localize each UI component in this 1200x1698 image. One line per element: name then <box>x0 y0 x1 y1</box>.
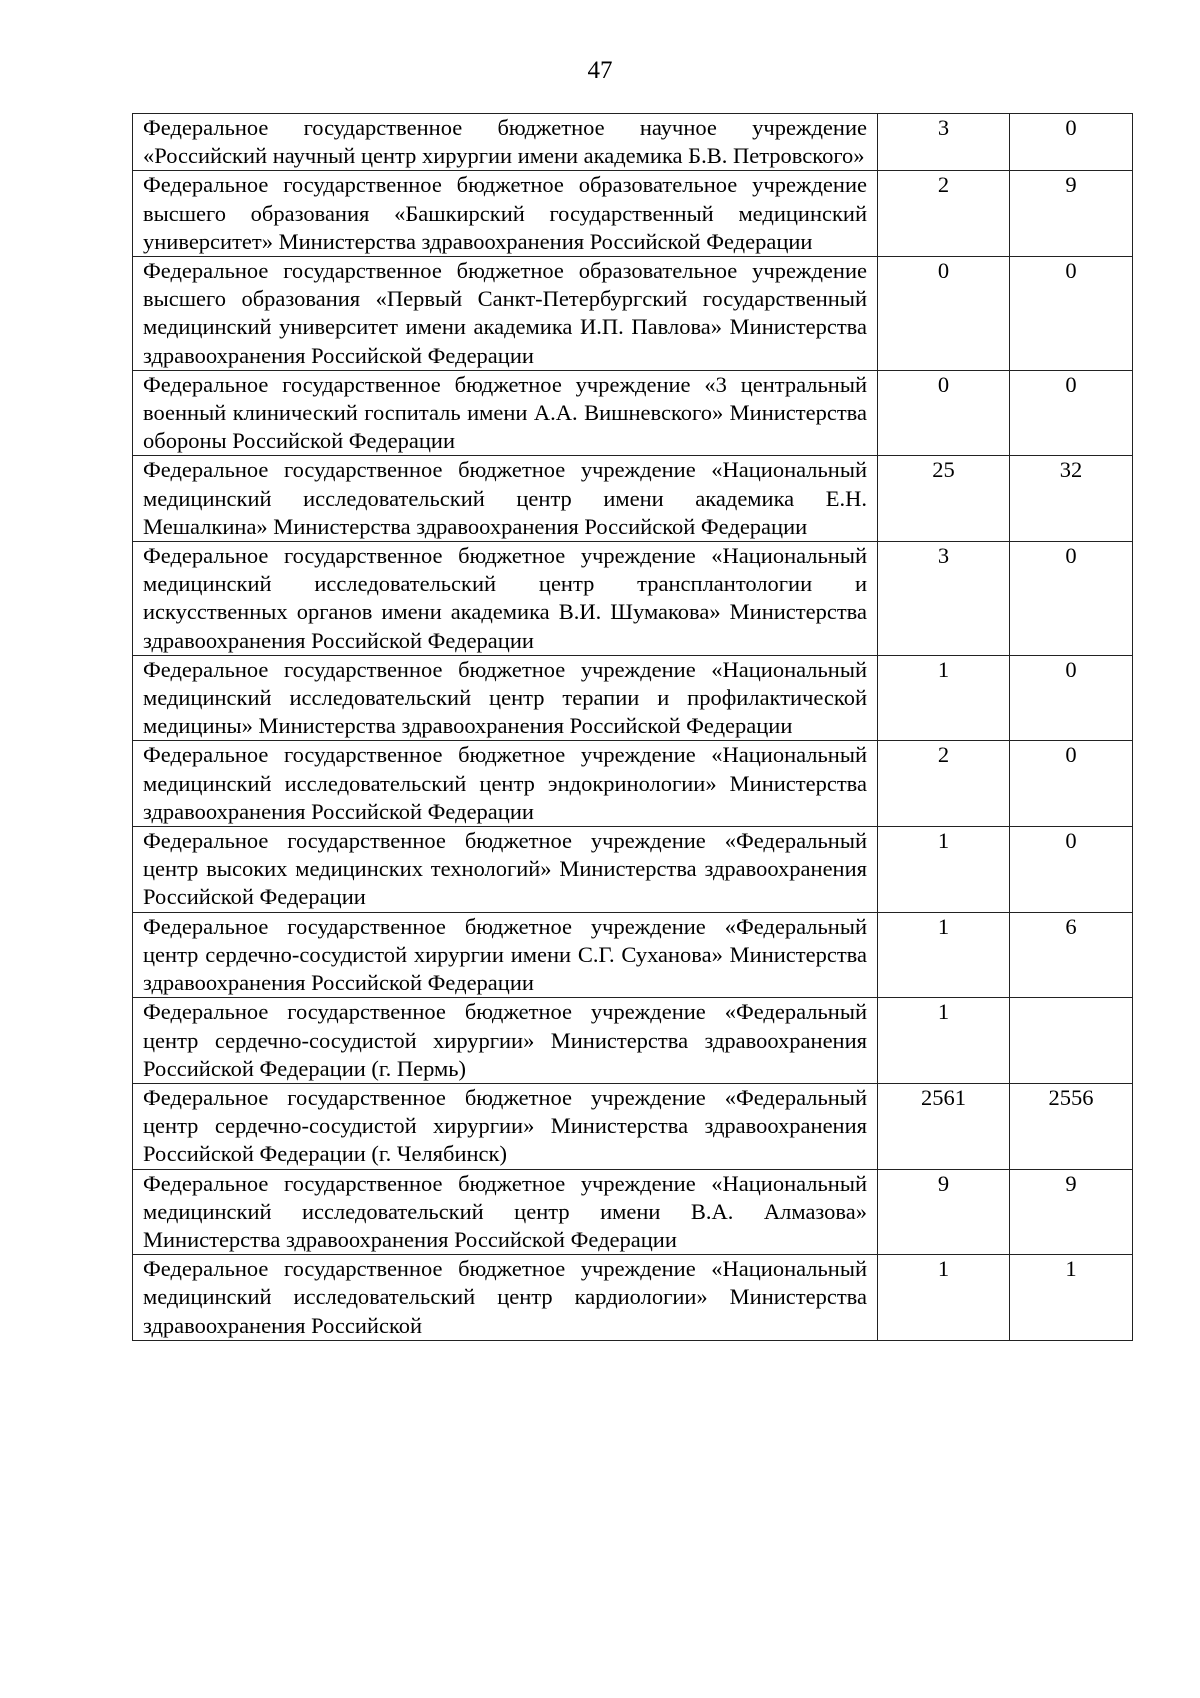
institution-name-cell: Федеральное государственное бюджетное учреждение «Национальный медицинский исследовательский центр трансплантологии и искусственных органов имени академика В.И. Шумакова» Министерства здравоохранения Российской Федерации <box>133 542 878 656</box>
value-cell-col2: 1 <box>878 655 1010 741</box>
value-cell-col3: 0 <box>1010 542 1133 656</box>
table-row <box>133 827 1133 913</box>
value-cell-col2: 3 <box>878 542 1010 656</box>
institution-name-cell: Федеральное государственное бюджетное учреждение «Федеральный центр сердечно-сосудистой хирургии» Министерства здравоохранения Российской Федерации (г. Пермь) <box>133 998 878 1084</box>
table-row <box>133 1255 1133 1341</box>
institution-name-cell: Федеральное государственное бюджетное учреждение «Национальный медицинский исследовательский центр имени В.А. Алмазова» Министерства здравоохранения Российской Федерации <box>133 1169 878 1255</box>
value-cell-col3: 0 <box>1010 370 1133 456</box>
value-cell-col3: 1 <box>1010 1255 1133 1341</box>
institution-name-cell: Федеральное государственное бюджетное учреждение «Федеральный центр сердечно-сосудистой хирургии имени С.Г. Суханова» Министерства здравоохранения Российской Федерации <box>133 912 878 998</box>
value-cell-col2: 0 <box>878 370 1010 456</box>
value-cell-col2: 25 <box>878 456 1010 542</box>
value-cell-col3: 2556 <box>1010 1083 1133 1169</box>
value-cell-col3: 32 <box>1010 456 1133 542</box>
institution-name-cell: Федеральное государственное бюджетное учреждение «Национальный медицинский исследовательский центр терапии и профилактической медицины» Министерства здравоохранения Российской Федерации <box>133 655 878 741</box>
institution-name-cell: Федеральное государственное бюджетное образовательное учреждение высшего образования «Башкирский государственный медицинский университет» Министерства здравоохранения Российской Федерации <box>133 171 878 257</box>
page-number: 47 <box>587 57 613 84</box>
institution-name-cell: Федеральное государственное бюджетное учреждение «Национальный медицинский исследовательский центр эндокринологии» Министерства здравоохранения Российской Федерации <box>133 741 878 827</box>
institution-name-cell: Федеральное государственное бюджетное учреждение «3 центральный военный клинический госпиталь имени А.А. Вишневского» Министерства обороны Российской Федерации <box>133 370 878 456</box>
institution-name-cell: Федеральное государственное бюджетное учреждение «Федеральный центр высоких медицинских технологий» Министерства здравоохранения Российской Федерации <box>133 827 878 913</box>
value-cell-col2: 1 <box>878 998 1010 1084</box>
institutions-table <box>132 113 1133 1341</box>
value-cell-col2: 2 <box>878 171 1010 257</box>
value-cell-col3: 0 <box>1010 827 1133 913</box>
table-row <box>133 1083 1133 1169</box>
table-row <box>133 1169 1133 1255</box>
value-cell-col2: 2 <box>878 741 1010 827</box>
value-cell-col2: 9 <box>878 1169 1010 1255</box>
value-cell-col3 <box>1010 998 1133 1084</box>
table-row <box>133 114 1133 171</box>
value-cell-col2: 2561 <box>878 1083 1010 1169</box>
institution-name-cell: Федеральное государственное бюджетное научное учреждение «Российский научный центр хирургии имени академика Б.В. Петровского» <box>133 114 878 171</box>
institution-name-cell: Федеральное государственное бюджетное учреждение «Национальный медицинский исследовательский центр кардиологии» Министерства здравоохранения Российской <box>133 1255 878 1341</box>
value-cell-col3: 9 <box>1010 171 1133 257</box>
value-cell-col3: 0 <box>1010 741 1133 827</box>
value-cell-col3: 0 <box>1010 655 1133 741</box>
value-cell-col2: 1 <box>878 827 1010 913</box>
value-cell-col3: 0 <box>1010 257 1133 371</box>
value-cell-col2: 0 <box>878 257 1010 371</box>
value-cell-col2: 1 <box>878 1255 1010 1341</box>
table-row <box>133 456 1133 542</box>
table-row <box>133 655 1133 741</box>
table-row <box>133 257 1133 371</box>
value-cell-col3: 9 <box>1010 1169 1133 1255</box>
institution-name-cell: Федеральное государственное бюджетное учреждение «Национальный медицинский исследовательский центр имени академика Е.Н. Мешалкина» Министерства здравоохранения Российской Федерации <box>133 456 878 542</box>
table-row <box>133 912 1133 998</box>
table-row <box>133 370 1133 456</box>
table-row <box>133 741 1133 827</box>
value-cell-col2: 3 <box>878 114 1010 171</box>
institution-name-cell: Федеральное государственное бюджетное образовательное учреждение высшего образования «Первый Санкт-Петербургский государственный медицинский университет имени академика И.П. Павлова» Министерства здравоохранения Российской Федерации <box>133 257 878 371</box>
table-row <box>133 171 1133 257</box>
value-cell-col3: 0 <box>1010 114 1133 171</box>
table-row <box>133 998 1133 1084</box>
table-row <box>133 542 1133 656</box>
value-cell-col3: 6 <box>1010 912 1133 998</box>
institution-name-cell: Федеральное государственное бюджетное учреждение «Федеральный центр сердечно-сосудистой хирургии» Министерства здравоохранения Российской Федерации (г. Челябинск) <box>133 1083 878 1169</box>
value-cell-col2: 1 <box>878 912 1010 998</box>
